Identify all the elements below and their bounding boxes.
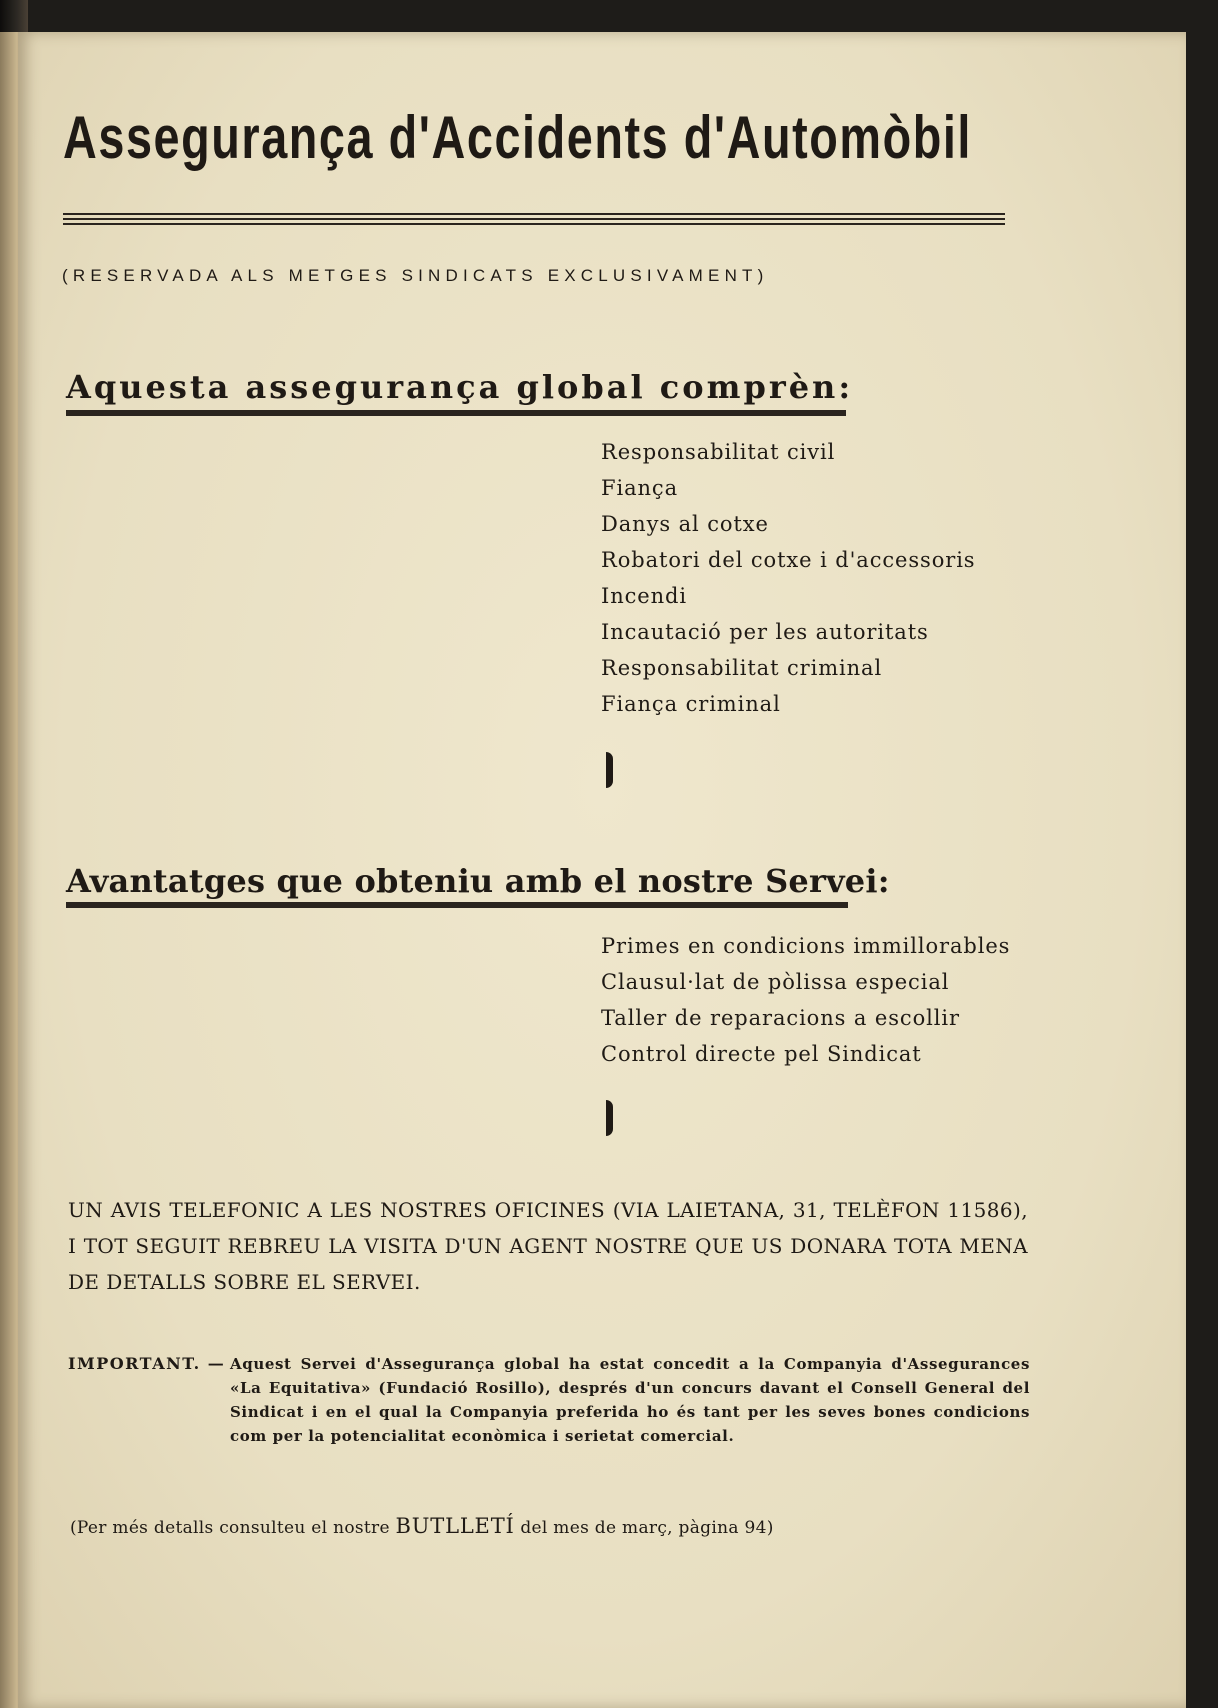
- footer-note: [70, 1514, 774, 1538]
- important-note: [68, 1352, 1030, 1448]
- footer-bulletin: BUTLLETÍ: [395, 1514, 515, 1538]
- list-item: Incendi: [601, 584, 687, 608]
- title-rule: [63, 213, 1005, 231]
- list-item: Fiança criminal: [601, 692, 781, 716]
- section-rule: [66, 902, 848, 908]
- page-title: Assegurança d'Accidents d'Automòbil: [63, 104, 973, 171]
- list-item: Clausul·lat de pòlissa especial: [601, 970, 950, 994]
- list-item: Control directe pel Sindicat: [601, 1042, 922, 1066]
- section-heading-advantages: Avantatges que obteniu amb el nostre Servei:: [66, 862, 890, 900]
- list-item: Fiança: [601, 476, 679, 500]
- list-item: Responsabilitat civil: [601, 440, 836, 464]
- important-label: IMPORTANT. —: [68, 1354, 226, 1373]
- document-page: [18, 32, 1186, 1708]
- advantages-list: [601, 928, 1010, 1072]
- important-text: Aquest Servei d'Assegurança global ha estat concedit a la Companyia d'Assegurances «La Equitativa» (Fundació Rosillo), després d'un concurs davant el Consell General del Sindicat i en el qual la Companyia preferida ho és tant per les seves bones condicions com per la potencialitat econòmica i serietat comercial.: [230, 1355, 1030, 1445]
- list-item: Danys al cotxe: [601, 512, 769, 536]
- section-heading-coverage: Aquesta assegurança global comprèn:: [66, 368, 854, 406]
- list-item: Incautació per les autoritats: [601, 620, 929, 644]
- subtitle: (RESERVADA ALS METGES SINDICATS EXCLUSIVAMENT): [62, 266, 769, 285]
- coverage-list: [601, 434, 976, 722]
- list-item: Responsabilitat criminal: [601, 656, 883, 680]
- list-item: Primes en condicions immillorables: [601, 934, 1011, 958]
- footer-text-after: del mes de març, pàgina 94): [520, 1518, 774, 1538]
- section-rule: [66, 410, 846, 416]
- ornament-mark: [606, 1100, 613, 1136]
- phone-notice: UN AVIS TELEFONIC A LES NOSTRES OFICINES (VIA LAIETANA, 31, TELÈFON 11586), I TOT SEGUIT REBREU LA VISITA D'UN AGENT NOSTRE QUE US DONARA TOTA MENA DE DETALLS SOBRE EL SERVEI.: [68, 1198, 1028, 1294]
- list-item: Robatori del cotxe i d'accessoris: [601, 548, 976, 572]
- footer-text-before: (Per més detalls consulteu el nostre: [70, 1518, 390, 1538]
- ornament-mark: [606, 752, 613, 788]
- list-item: Taller de reparacions a escollir: [601, 1006, 960, 1030]
